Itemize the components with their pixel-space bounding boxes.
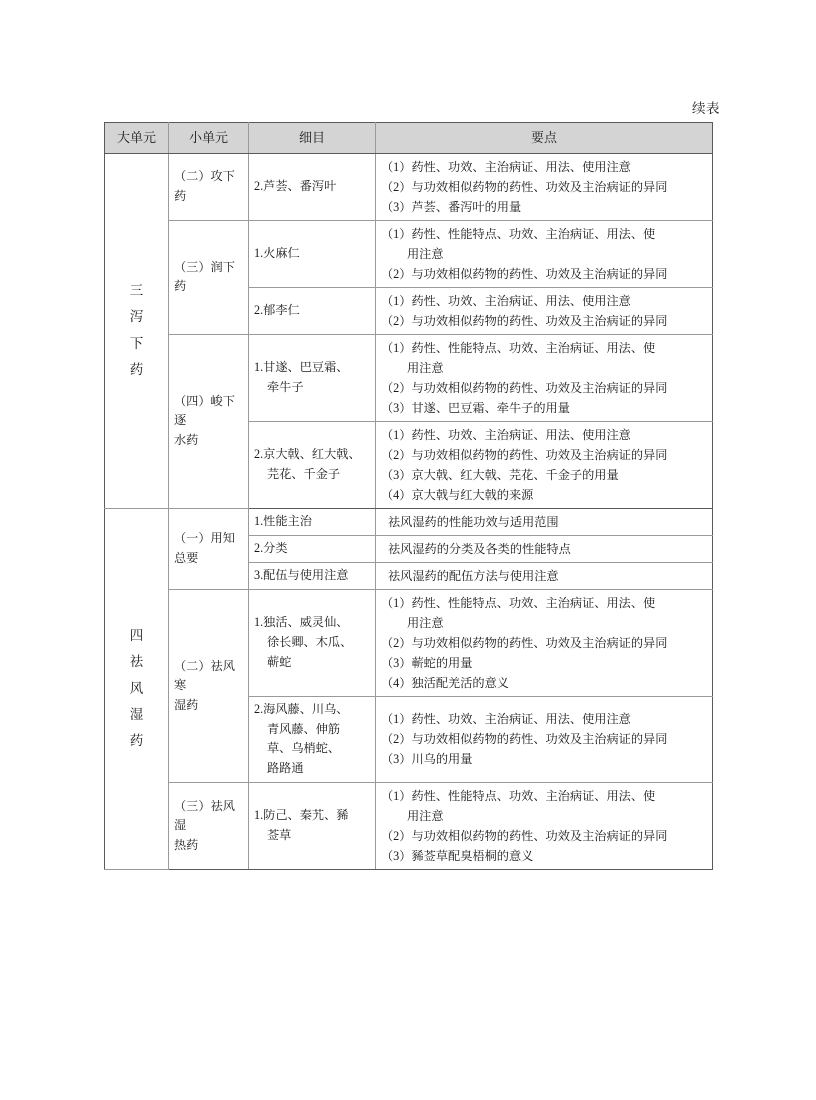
detail-cell [249, 220, 376, 287]
detail-line: 牵牛子 [267, 379, 304, 394]
detail-line: 蕲蛇 [267, 654, 292, 669]
detail-line: 3.配伍与使用注意 [254, 567, 349, 582]
sub-unit-cell [169, 508, 249, 589]
points-line: （1）药性、功效、主治病证、用法、使用注意 [381, 159, 631, 174]
detail-line: 2.芦荟、番泻叶 [254, 178, 337, 193]
detail-line: 1.防己、秦艽、豨 [254, 808, 349, 823]
points-line: （2）与功效相似药物的药性、功效及主治病证的异同 [381, 635, 668, 650]
detail-cell [249, 287, 376, 334]
points-line: （2）与功效相似药物的药性、功效及主治病证的异同 [381, 313, 668, 328]
points-cell [376, 562, 713, 589]
points-line: 用注意 [407, 246, 444, 261]
header-detail: 细目 [249, 123, 376, 154]
points-cell [376, 153, 713, 220]
big-unit-char: 四 [129, 628, 144, 643]
points-cell [376, 696, 713, 782]
detail-cell [249, 421, 376, 508]
points-line: （3）芦荟、番泻叶的用量 [381, 199, 522, 214]
points-line: （1）药性、性能特点、功效、主治病证、用法、使 [381, 595, 656, 610]
continued-table-label: 续表 [692, 101, 720, 116]
points-line: 用注意 [407, 615, 444, 630]
points-line: （3）蕲蛇的用量 [381, 655, 473, 670]
points-line: （3）豨莶草配臭梧桐的意义 [381, 848, 534, 863]
points-line: （4）独活配羌活的意义 [381, 675, 509, 690]
detail-cell [249, 696, 376, 782]
sub-unit-cell [169, 220, 249, 334]
detail-line: 路路通 [267, 761, 304, 776]
big-unit-cell [105, 153, 169, 508]
big-unit-cell [105, 508, 169, 869]
detail-cell [249, 562, 376, 589]
points-line: （3）京大戟、红大戟、芫花、千金子的用量 [381, 467, 619, 482]
sub-unit-line: 湿药 [174, 697, 199, 712]
big-unit-char: 下 [129, 335, 144, 351]
detail-line: 2.郁李仁 [254, 302, 300, 317]
big-unit-char: 风 [129, 680, 144, 696]
sub-unit-cell [169, 589, 249, 782]
header-big-unit: 大单元 [105, 123, 169, 154]
points-line: 用注意 [407, 360, 444, 375]
points-line: （4）京大戟与红大戟的来源 [381, 487, 534, 502]
big-unit-vertical-text [110, 278, 163, 383]
sub-unit-line: （三）润下药 [174, 259, 235, 294]
sub-unit-cell [169, 334, 249, 508]
big-unit-char: 药 [129, 362, 144, 378]
detail-line: 芫花、千金子 [267, 466, 341, 481]
table-row [105, 334, 713, 421]
detail-line: 徐长卿、木瓜、 [267, 634, 353, 649]
syllabus-table [104, 122, 713, 870]
points-line: （1）药性、性能特点、功效、主治病证、用法、使 [381, 340, 656, 355]
points-cell [376, 220, 713, 287]
points-line: （3）甘遂、巴豆霜、牵牛子的用量 [381, 400, 570, 415]
detail-line: 1.甘遂、巴豆霜、 [254, 359, 349, 374]
detail-line: 1.性能主治 [254, 513, 312, 528]
table-row [105, 220, 713, 287]
points-line: （2）与功效相似药物的药性、功效及主治病证的异同 [381, 179, 668, 194]
sub-unit-line: 水药 [174, 433, 199, 447]
points-cell [376, 782, 713, 869]
points-line: （2）与功效相似药物的药性、功效及主治病证的异同 [381, 828, 668, 843]
sub-unit-line: （二）祛风寒 [174, 658, 235, 693]
big-unit-char: 祛 [129, 654, 144, 670]
sub-unit-line: （二）攻下药 [174, 169, 235, 203]
table-row [105, 782, 713, 869]
detail-line: 2.分类 [254, 540, 288, 555]
sub-unit-line: （一）用知 [174, 531, 235, 546]
detail-cell [249, 334, 376, 421]
detail-line: 草、乌梢蛇、 [267, 741, 341, 756]
points-line: 祛风湿药的配伍方法与使用注意 [388, 568, 559, 583]
table-header [105, 123, 713, 154]
big-unit-char: 湿 [129, 706, 144, 722]
sub-unit-line: （三）祛风湿 [174, 798, 235, 833]
points-cell [376, 508, 713, 535]
table-row [105, 589, 713, 696]
header-row [105, 123, 713, 154]
sub-unit-cell [169, 782, 249, 869]
big-unit-char: 泻 [129, 309, 144, 325]
points-line: （1）药性、性能特点、功效、主治病证、用法、使 [381, 226, 656, 241]
points-line: （2）与功效相似药物的药性、功效及主治病证的异同 [381, 732, 668, 747]
big-unit-char: 药 [129, 733, 144, 749]
header-points: 要点 [376, 123, 713, 154]
detail-cell [249, 153, 376, 220]
detail-line: 2.海风藤、川乌、 [254, 701, 349, 716]
sub-unit-cell [169, 153, 249, 220]
points-line: （1）药性、功效、主治病证、用法、使用注意 [381, 712, 631, 727]
big-unit-char: 三 [129, 283, 144, 299]
points-line: （1）药性、功效、主治病证、用法、使用注意 [381, 293, 631, 308]
detail-cell [249, 535, 376, 562]
points-line: 祛风湿药的性能功效与适用范围 [388, 514, 559, 529]
detail-cell [249, 589, 376, 696]
header-sub-unit: 小单元 [169, 123, 249, 154]
detail-line: 1.独活、威灵仙、 [254, 615, 349, 630]
points-cell [376, 287, 713, 334]
big-unit-vertical-text [110, 623, 163, 755]
table-row [105, 153, 713, 220]
detail-cell [249, 508, 376, 535]
detail-cell [249, 782, 376, 869]
points-line: （3）川乌的用量 [381, 752, 473, 767]
points-cell [376, 421, 713, 508]
points-line: （1）药性、性能特点、功效、主治病证、用法、使 [381, 788, 656, 803]
points-line: 用注意 [407, 808, 444, 823]
points-line: 祛风湿药的分类及各类的性能特点 [388, 541, 571, 556]
detail-line: 莶草 [267, 827, 292, 842]
points-cell [376, 535, 713, 562]
points-line: （1）药性、功效、主治病证、用法、使用注意 [381, 427, 631, 442]
sub-unit-line: 热药 [174, 837, 199, 852]
detail-line: 2.京大戟、红大戟、 [254, 446, 361, 461]
points-cell [376, 589, 713, 696]
points-line: （2）与功效相似药物的药性、功效及主治病证的异同 [381, 380, 668, 395]
detail-line: 1.火麻仁 [254, 245, 300, 260]
sub-unit-line: 总要 [174, 550, 199, 565]
table-row [105, 508, 713, 535]
sub-unit-line: （四）峻下逐 [174, 393, 235, 428]
detail-line: 青风藤、伸筋 [267, 721, 341, 736]
table-body [105, 153, 713, 869]
points-line: （2）与功效相似药物的药性、功效及主治病证的异同 [381, 266, 668, 281]
points-line: （2）与功效相似药物的药性、功效及主治病证的异同 [381, 447, 668, 462]
points-cell [376, 334, 713, 421]
